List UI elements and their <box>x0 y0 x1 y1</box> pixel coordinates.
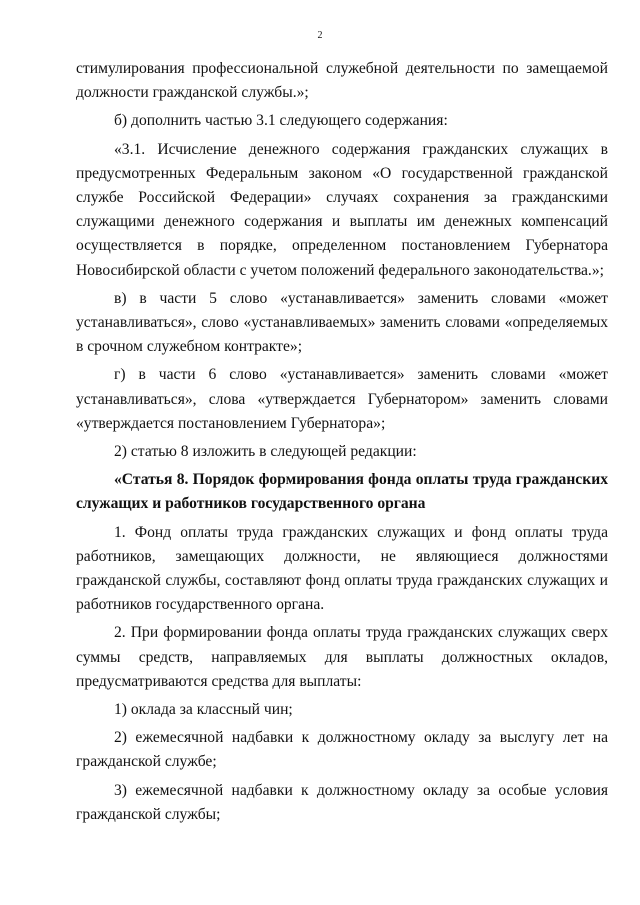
document-body <box>76 57 608 831</box>
paragraph-article-8-intro: 2) статью 8 изложить в следующей редакции: <box>114 443 417 461</box>
article-8-heading: «Статья 8. Порядок формирования фонда оплаты труда гражданских служащих и работников государственного органа <box>76 471 608 513</box>
paragraph-part-3-1: «3.1. Исчисление денежного содержания гражданских служащих в предусмотренных Федеральным законом «О государственной гражданской службе Российской Федерации» случаях сохранения за гражданскими служащими денежного содержания и выплаты им денежных компенсаций осуществляется в порядке, определенном постановлением Губернатора Новосибирской области с учетом положений федерального законодательства.»; <box>76 140 608 279</box>
paragraph-amendment-g: г) в части 6 слово «устанавливается» заменить словами «может устанавливаться», слова «утверждается Губернатором» заменить словами «утверждается постановлением Губернатора»; <box>76 366 608 432</box>
paragraph-article-8-part-1: 1. Фонд оплаты труда гражданских служащих и фонд оплаты труда работников, замещающих должности, не являющиеся должностями гражданской службы, составляют фонд оплаты труда гражданских служащих и работников государственного органа. <box>76 523 608 614</box>
paragraph-continuation: стимулирования профессиональной служебной деятельности по замещаемой должности гражданской службы.»; <box>76 60 608 102</box>
list-item-3: 3) ежемесячной надбавки к должностному окладу за особые условия гражданской службы; <box>76 781 608 823</box>
list-item-2: 2) ежемесячной надбавки к должностному окладу за выслугу лет на гражданской службе; <box>76 729 608 771</box>
paragraph-article-8-part-2: 2. При формировании фонда оплаты труда гражданских служащих сверх суммы средств, направляемых для выплаты должностных окладов, предусматриваются средства для выплаты: <box>76 624 608 690</box>
page-number: 2 <box>317 30 323 41</box>
list-item-1: 1) оклада за классный чин; <box>114 701 293 719</box>
paragraph-amendment-v: в) в части 5 слово «устанавливается» заменить словами «может устанавливаться», слово «устанавливаемых» заменить словами «определяемых в срочном служебном контракте»; <box>76 289 608 356</box>
paragraph-amendment-b: б) дополнить частью 3.1 следующего содержания: <box>114 112 448 130</box>
